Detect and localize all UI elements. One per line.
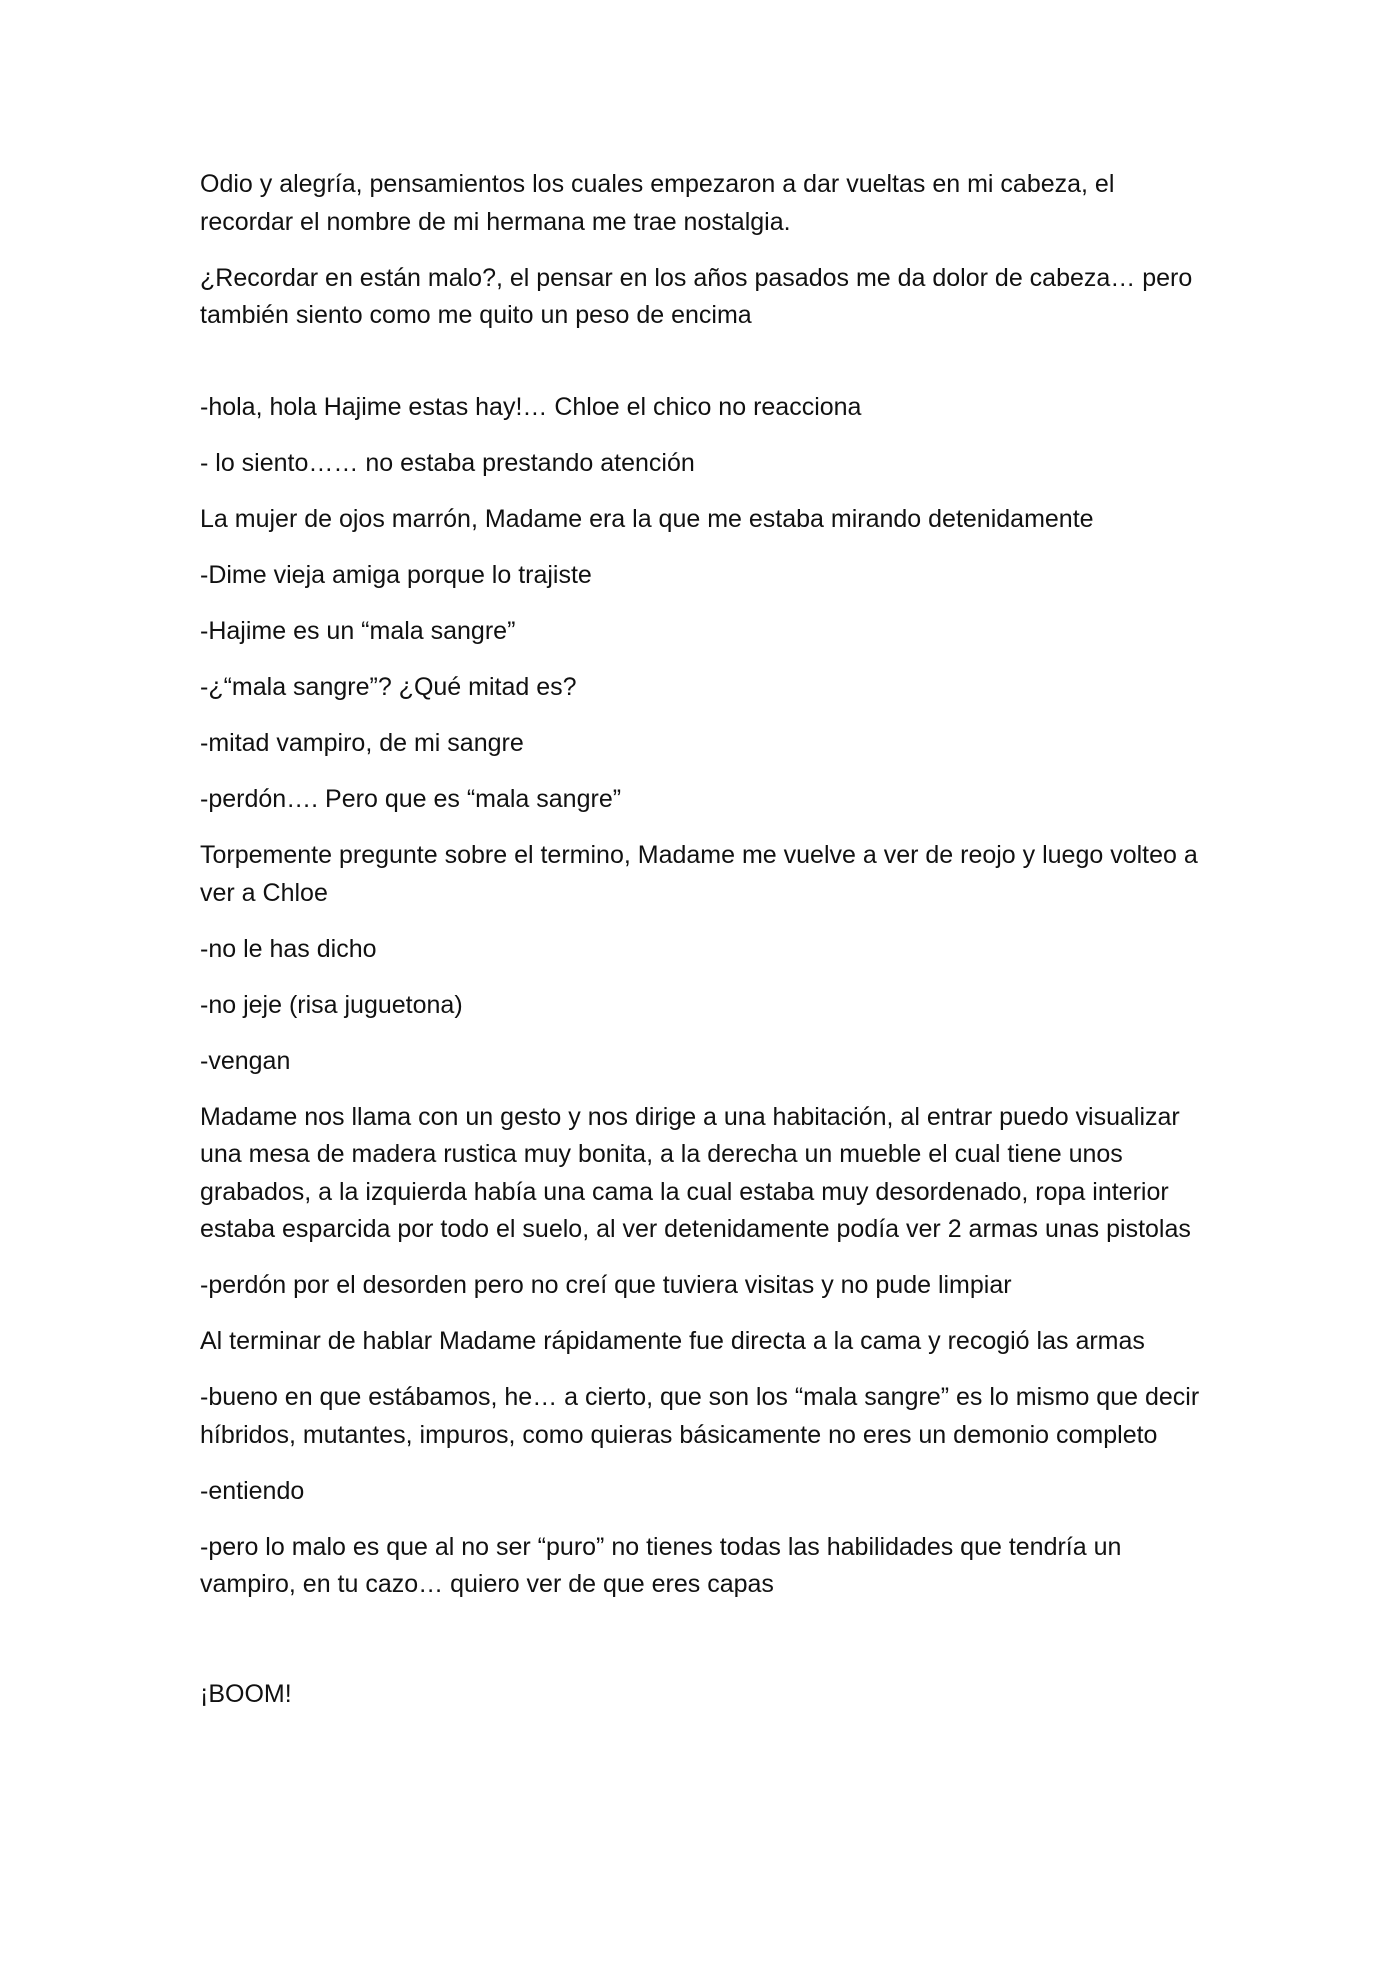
dialogue-line: -perdón…. Pero que es “mala sangre” (200, 785, 622, 813)
document-body (200, 166, 1205, 1732)
spacer (200, 353, 1205, 389)
spacer (200, 1622, 1205, 1676)
dialogue-line: -pero lo malo es que al no ser “puro” no tienes todas las habilidades que tendría un vampiro, en tu cazo… quiero ver de que eres capas (200, 1532, 1122, 1598)
dialogue-line: -no le has dicho (200, 934, 377, 963)
paragraph: Al terminar de hablar Madame rápidamente fue directa a la cama y recogió las armas (200, 1327, 1145, 1355)
paragraph: Odio y alegría, pensamientos los cuales empezaron a dar vueltas en mi cabeza, el recordar el nombre de mi hermana me trae nostalgia. (200, 170, 1115, 236)
paragraph: Torpemente pregunte sobre el termino, Madame me vuelve a ver de reojo y luego volteo a ver a Chloe (200, 841, 1198, 907)
dialogue-line: -Dime vieja amiga porque lo trajiste (200, 561, 592, 589)
dialogue-line: -¿“mala sangre”? ¿Qué mitad es? (200, 673, 577, 701)
paragraph: ¿Recordar en están malo?, el pensar en los años pasados me da dolor de cabeza… pero también siento como me quito un peso de encima (200, 263, 1193, 329)
sound-effect-line: ¡BOOM! (200, 1680, 292, 1708)
dialogue-line: -mitad vampiro, de mi sangre (200, 729, 524, 757)
dialogue-line: -Hajime es un “mala sangre” (200, 617, 516, 645)
dialogue-line: -bueno en que estábamos, he… a cierto, que son los “mala sangre” es lo mismo que decir híbridos, mutantes, impuros, como quieras básicamente no eres un demonio completo (200, 1383, 1200, 1449)
paragraph: Madame nos llama con un gesto y nos dirige a una habitación, al entrar puedo visualizar una mesa de madera rustica muy bonita, a la derecha un mueble el cual tiene unos grabados, a la izquierda había una cama la cual estaba muy desordenado, ropa interior estaba esparcida por todo el suelo, al ver detenidamente podía ver 2 armas unas pistolas (200, 1102, 1191, 1243)
dialogue-line: -vengan (200, 1046, 291, 1075)
dialogue-line: -entiendo (200, 1476, 305, 1505)
dialogue-line: -perdón por el desorden pero no creí que tuviera visitas y no pude limpiar (200, 1271, 1012, 1299)
paragraph: La mujer de ojos marrón, Madame era la que me estaba mirando detenidamente (200, 505, 1094, 533)
dialogue-line: - lo siento…… no estaba prestando atención (200, 449, 695, 477)
dialogue-line: -hola, hola Hajime estas hay!… Chloe el chico no reacciona (200, 393, 862, 421)
dialogue-line: -no jeje (risa juguetona) (200, 990, 463, 1019)
